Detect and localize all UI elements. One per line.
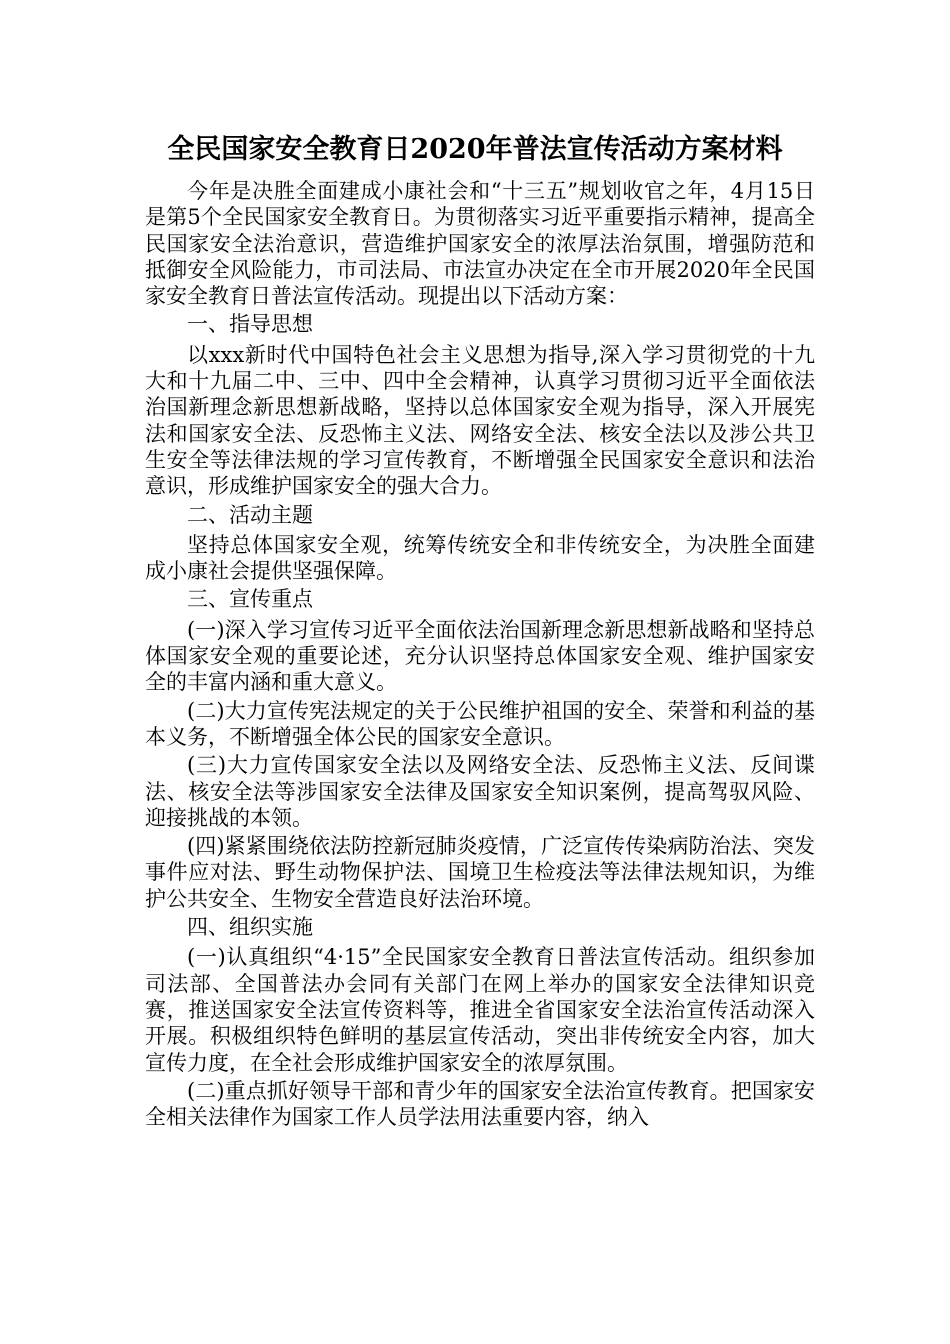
focus-paragraph-4: (四)紧紧围绕依法防控新冠肺炎疫情，广泛宣传传染病防治法、突发事件应对法、野生动物保护法、国境卫生检疫法等法律法规知识，为维护公共安全、生物安全营造良好法治环境。 (145, 834, 815, 911)
focus-paragraph-2: (二)大力宣传宪法规定的关于公民维护祖国的安全、荣誉和利益的基本义务，不断增强全体公民的国家安全意识。 (145, 698, 815, 749)
implementation-paragraph-2: (二)重点抓好领导干部和青少年的国家安全法治宣传教育。把国家安全相关法律作为国家工作人员学法用法重要内容，纳入 (145, 1078, 815, 1130)
section-heading-2: 二、活动主题 (187, 502, 313, 527)
section-heading-4: 四、组织实施 (187, 915, 313, 940)
focus-paragraph-3: (三)大力宣传国家安全法以及网络安全法、反恐怖主义法、反间谍法、核安全法等涉国家安全法律及国家安全知识案例，提高驾驭风险、迎接挑战的本领。 (145, 753, 815, 830)
guiding-thought-paragraph: 以xxx新时代中国特色社会主义思想为指导,深入学习贯彻党的十九大和十九届二中、三中、四中全会精神，认真学习贯彻习近平全面依法治国新理念新思想新战略，坚持以总体国家安全观为指导，深入开展宪法和国家安全法、反恐怖主义法、网络安全法、核安全法以及涉公共卫生安全等法律法规的学习宣传教育，不断增强全民国家安全意识和法治意识，形成维护国家安全的强大合力。 (145, 342, 815, 499)
implementation-paragraph-1: (一)认真组织“4·15”全民国家安全教育日普法宣传活动。组织参加司法部、全国普法办会同有关部门在网上举办的国家安全法律知识竞赛，推送国家安全法宣传资料等，推进全省国家安全法治宣传活动深入开展。积极组织特色鲜明的基层宣传活动，突出非传统安全内容，加大宣传力度，在全社会形成维护国家安全的浓厚氛围。 (145, 945, 815, 1075)
document-title: 全民国家安全教育日2020年普法宣传活动方案材料 (167, 134, 783, 165)
intro-paragraph: 今年是决胜全面建成小康社会和“十三五”规划收官之年，4月15日是第5个全民国家安全教育日。为贯彻落实习近平重要指示精神，提高全民国家安全法治意识，营造维护国家安全的浓厚法治氛围，增强防范和抵御安全风险能力，市司法局、市法宣办决定在全市开展2020年全民国家安全教育日普法宣传活动。现提出以下活动方案： (145, 179, 815, 309)
theme-paragraph: 坚持总体国家安全观，统筹传统安全和非传统安全，为决胜全面建成小康社会提供坚强保障。 (145, 532, 815, 584)
document-body (145, 178, 815, 1132)
focus-paragraph-1: (一)深入学习宣传习近平全面依法治国新理念新思想新战略和坚持总体国家安全观的重要论述，充分认识坚持总体国家安全观、维护国家安全的丰富内涵和重大意义。 (145, 617, 815, 695)
section-heading-3: 三、宣传重点 (187, 587, 313, 612)
section-heading-1: 一、指导思想 (187, 312, 313, 337)
